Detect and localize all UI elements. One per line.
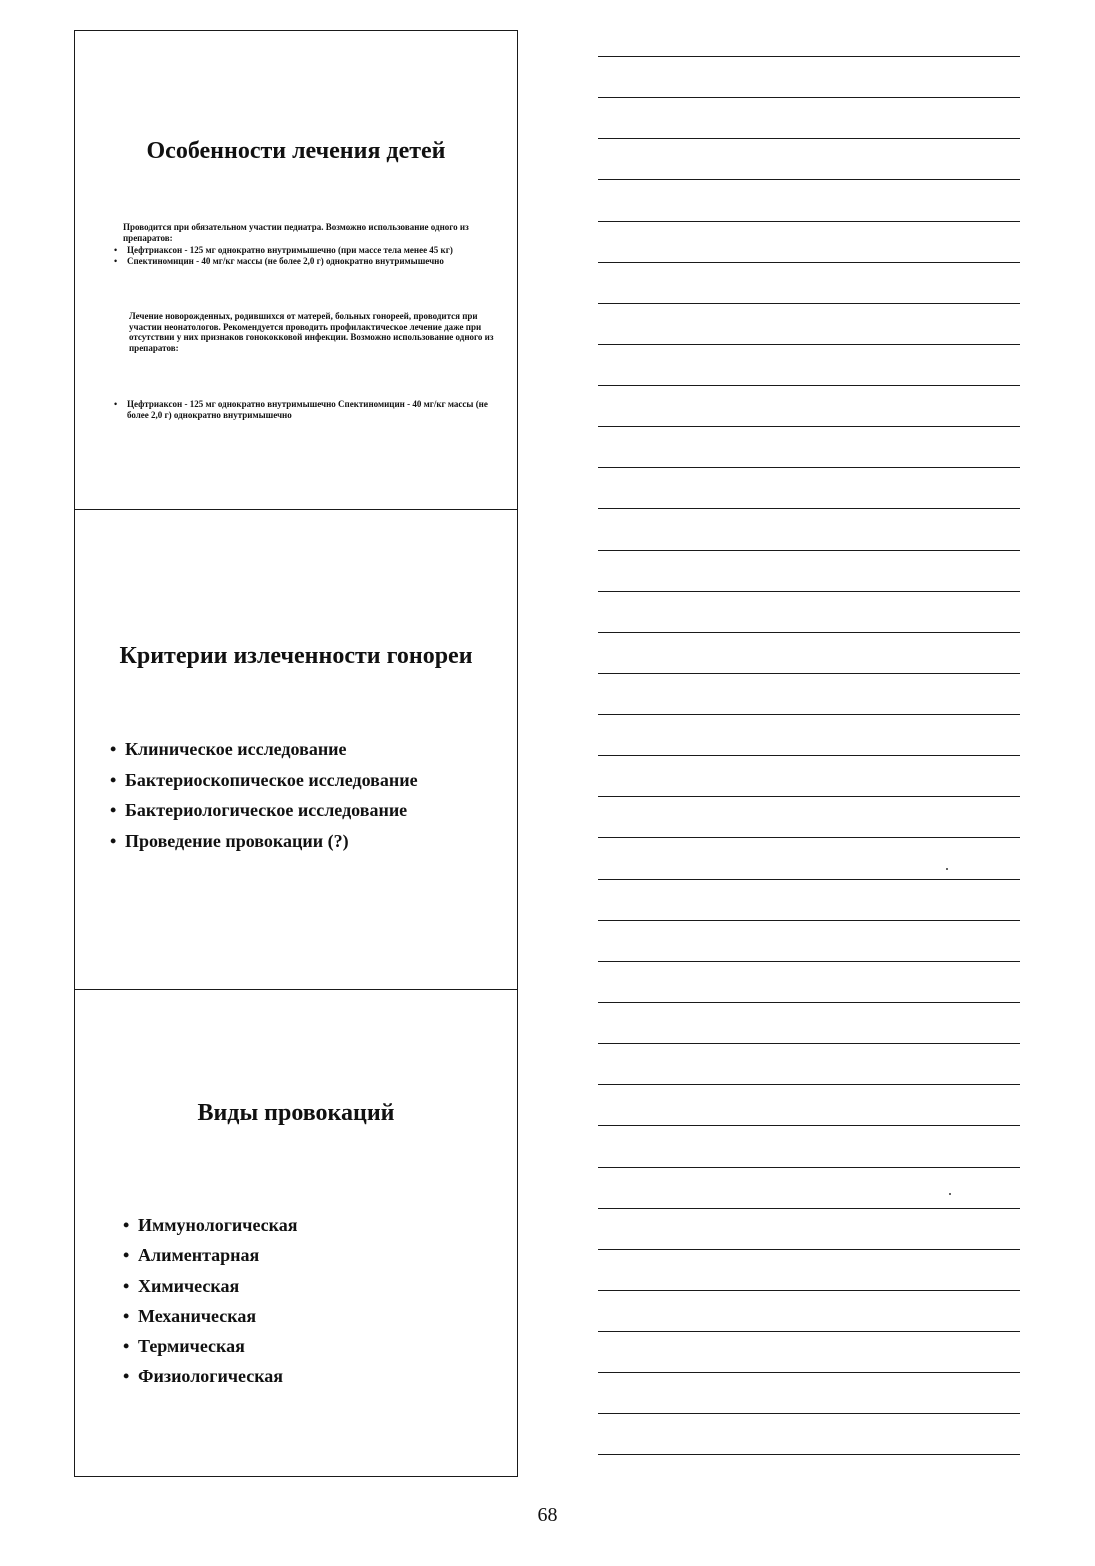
note-line [598, 961, 1020, 962]
note-line [598, 97, 1020, 98]
note-line [598, 591, 1020, 592]
note-line [598, 1167, 1020, 1168]
note-line [598, 1290, 1020, 1291]
paragraph-text: Лечение новорожденных, родившихся от матерей, больных гонореей, проводится при участии неонатологов. Рекомендуется проводить профилактическое лечение даже при отсутствии у них признаков гонококковой инфекции. Возможно использование одного из препаратов: [129, 311, 494, 353]
newborn-paragraph [129, 311, 497, 353]
slide-title: Критерии излеченности гонореи [119, 643, 473, 669]
notes-lines-area [598, 0, 1020, 1480]
intro-text: Проводится при обязательном участии педиатра. Возможно использование одного из препаратов: [123, 222, 469, 243]
note-line [598, 221, 1020, 222]
list-item: • Бактериоскопическое исследование [110, 765, 418, 796]
list-item: • Алиментарная [123, 1240, 298, 1270]
list-item: • Иммунологическая [123, 1210, 298, 1240]
note-line [598, 1084, 1020, 1085]
note-line [598, 1331, 1020, 1332]
slide-title: Особенности лечения детей [146, 138, 446, 164]
note-line [598, 1125, 1020, 1126]
note-line [598, 673, 1020, 674]
note-line [598, 426, 1020, 427]
list-item: • Бактериологическое исследование [110, 795, 418, 826]
note-line [598, 56, 1020, 57]
note-line [598, 632, 1020, 633]
note-line [598, 920, 1020, 921]
scan-speck [949, 1193, 951, 1195]
list-item: • Спектиномицин - 40 мг/кг массы (не более 2,0 г) однократно внутримышечно [113, 256, 493, 267]
note-line [598, 344, 1020, 345]
note-line [598, 1413, 1020, 1414]
drug-list [113, 245, 493, 266]
slide-intro [123, 222, 493, 243]
scan-speck [946, 868, 948, 870]
note-line [598, 138, 1020, 139]
note-line [598, 262, 1020, 263]
list-item: • Цефтриаксон - 125 мг однократно внутримышечно Спектиномицин - 40 мг/кг массы (не более 2,0 г) однократно внутримышечно [113, 399, 493, 420]
list-item: • Термическая [123, 1331, 298, 1361]
slide-cure-criteria [75, 510, 517, 990]
note-line [598, 755, 1020, 756]
note-line [598, 303, 1020, 304]
list-item: • Цефтриаксон - 125 мг однократно внутримышечно (при массе тела менее 45 кг) [113, 245, 493, 256]
list-item: • Физиологическая [123, 1361, 298, 1391]
slide-treatment-children [75, 31, 517, 510]
note-line [598, 385, 1020, 386]
note-line [598, 550, 1020, 551]
page-number: 68 [537, 1504, 558, 1526]
slide-provocation-types [75, 990, 517, 1476]
list-item: • Химическая [123, 1271, 298, 1301]
note-line [598, 714, 1020, 715]
note-line [598, 1454, 1020, 1455]
note-line [598, 1249, 1020, 1250]
note-line [598, 508, 1020, 509]
newborn-drug-list [113, 399, 493, 420]
list-item: • Проведение провокации (?) [110, 826, 418, 857]
slides-frame [74, 30, 518, 1477]
note-line [598, 1208, 1020, 1209]
criteria-list [110, 734, 418, 856]
provocation-list [123, 1210, 298, 1392]
note-line [598, 796, 1020, 797]
list-item: • Механическая [123, 1301, 298, 1331]
note-line [598, 1002, 1020, 1003]
slide-title: Виды провокаций [197, 1100, 395, 1126]
note-line [598, 1372, 1020, 1373]
note-line [598, 1043, 1020, 1044]
list-item: • Клиническое исследование [110, 734, 418, 765]
note-line [598, 467, 1020, 468]
note-line [598, 179, 1020, 180]
note-line [598, 837, 1020, 838]
note-line [598, 879, 1020, 880]
